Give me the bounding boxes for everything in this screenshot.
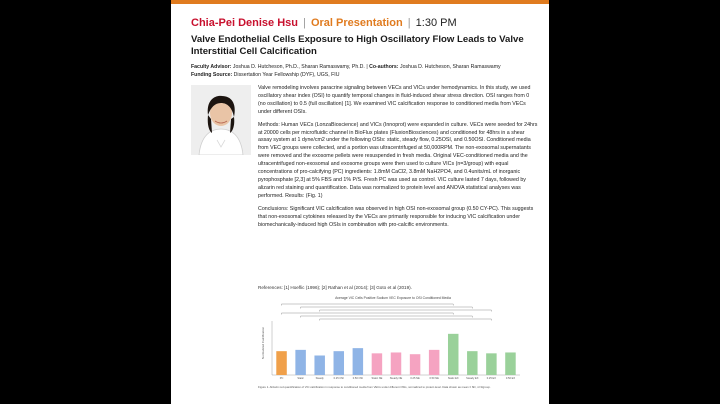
bar-3 <box>334 351 344 375</box>
chart-title: Average VIC Cells Positive Sodium VEC Exposure to OSI Conditioned Media <box>335 296 451 300</box>
bar-5 <box>372 353 382 375</box>
bar-6 <box>391 352 401 375</box>
header-separator: | <box>303 17 306 29</box>
author-name: Chia-Pei Denise Hsu <box>191 17 298 29</box>
x-tick-label: 0.50 OSI <box>352 377 363 380</box>
x-tick-label: Steady EX <box>466 377 479 380</box>
intro-paragraph: Valve remodeling involves paracrine signaling between VECs and VICs under hemodynamics. In this study, we used oscillatory shear index (OSI) to quantify temporal changes in fluid-induced shear stress direction. OSI ranges from 0 (no oscillation) to 0.5 (full oscillation) [1]. We examined VIC calcification response to conditioned media from VECs under different OSIs. <box>258 85 531 115</box>
x-tick-label: Static <box>297 377 304 380</box>
author-portrait-icon <box>191 85 251 155</box>
significance-brackets <box>282 304 492 321</box>
chart-bars <box>276 334 515 375</box>
x-tick-label: Static NE <box>371 377 383 380</box>
significance-bracket <box>320 310 492 312</box>
significance-bracket <box>320 319 492 321</box>
bar-1 <box>295 350 305 375</box>
advisor-label: Faculty Advisor: <box>191 64 232 70</box>
bar-9 <box>448 334 458 375</box>
x-tick-label: Steady <box>315 377 324 380</box>
bar-7 <box>410 354 420 375</box>
x-tick-label: 0.50 NE <box>429 377 439 380</box>
bar-10 <box>467 351 477 375</box>
x-tick-label: 0.25 EX <box>486 377 497 380</box>
session-type: Oral Presentation <box>310 17 403 29</box>
bar-2 <box>314 356 324 376</box>
poster-page <box>171 0 549 404</box>
x-tick-label: Steady NE <box>389 377 403 380</box>
coauthors-names: Joshua D. Hutcheson, Sharan Ramaswamy <box>399 64 501 70</box>
methods-paragraph: Methods: Human VECs (LonzaBioscience) and VICs (Innoprot) were expanded in culture. VECs were seeded for 24hrs at 20000 cells per microfluidic channel in BioFlux plates (FluxionBiosciences) and conditioned for 48hrs in a shear assay system at 1 dyne/cm2 under the following OSIs: static, steady flow, 0.25OSI, and 0.50OSI. Conditioned media from VEC groups were collected, and a portion was ultracentrifuged at 50,000RPM. The non-exosomal supernatants were removed and the exosome pellets were resuspended in fresh media. Original VEC-conditioned media and the ultracentrifuged non-exosomal and exosome groups were then used to culture VICs (n=3/group) with equal concentrations of pro-calcifying (PC) ingredients: 1.8mM CaCl2, 3.8mM NaH2PO4, and 0.4units/mL of inorganic pyrophosphate [2,3] at 5% FBS and 1% P/S. Fresh PC was used as control. VIC culture lasted 7 days, followed by alizarin red staining and quantification. Data was normalized to protein level and ANOVA statistical analyses was performed. Results: (Fig. 1) <box>258 121 538 199</box>
author-line <box>191 17 536 30</box>
x-tick-label: 0.25 OSI <box>333 377 344 380</box>
bar-chart <box>258 293 528 391</box>
bar-8 <box>429 350 439 375</box>
funding-source: Dissertation Year Fellowship (DYF), UGS, FIU <box>233 72 340 78</box>
author-photo <box>191 85 251 155</box>
header-separator-2: | <box>407 17 411 29</box>
figure-caption: Figure 1. Alizarin red quantification of VIC calcification in response to conditioned media from VECs under different OSIs, normalized to protein level. Data shown as mean ± SD, n=3/group. <box>258 385 491 389</box>
funding-label: Funding Source: <box>191 72 233 78</box>
x-tick-label: Static EX <box>447 377 459 380</box>
funding-line <box>191 71 536 79</box>
bar-0 <box>276 351 286 375</box>
abstract-header <box>191 17 536 79</box>
results-figure <box>258 293 528 391</box>
abstract-body <box>258 85 538 234</box>
chart-x-labels <box>280 376 516 380</box>
coauthors-label: Co-authors: <box>369 64 399 70</box>
advisor-names: Joshua D. Hutcheson, Ph.D., Sharan Ramaswamy, Ph.D. <box>232 64 365 70</box>
references: References: [1] Hoeflic (1996); [2] Rathan et al (2014); [3] Goto et al (2019). <box>258 285 412 290</box>
x-tick-label: 0.50 EX <box>505 377 516 380</box>
significance-bracket <box>282 304 454 306</box>
significance-bracket <box>301 307 473 309</box>
bar-4 <box>353 348 363 375</box>
session-time: 1:30 PM <box>415 17 457 29</box>
chart-ylabel: Normalized Calcification <box>261 326 265 360</box>
bar-12 <box>505 352 515 375</box>
significance-bracket <box>301 316 473 318</box>
advisor-line: Faculty Advisor: Joshua D. Hutcheson, Ph.D., Sharan Ramaswamy, Ph.D. | Co-authors: Joshua D. Hutcheson, Sharan Ramaswamy <box>191 64 501 70</box>
bar-11 <box>486 353 496 375</box>
x-tick-label: 0.25 NE <box>410 377 420 380</box>
x-tick-label: PC <box>279 377 284 380</box>
abstract-title: Valve Endothelial Cells Exposure to High Oscillatory Flow Leads to Valve Interstitial Cell Calcification <box>191 34 524 57</box>
top-accent-bar <box>171 0 549 4</box>
significance-bracket <box>282 313 454 315</box>
conclusions-paragraph: Conclusions: Significant VIC calcification was observed in high OSI non-exosomal group (0.50 CY-PC). This suggests that non-exosomal cytokines released by the VECs are primarily responsible for inducing VIC calcification under biomechanically-induced high OSIs in combination with pro-calcific environments. <box>258 205 534 228</box>
